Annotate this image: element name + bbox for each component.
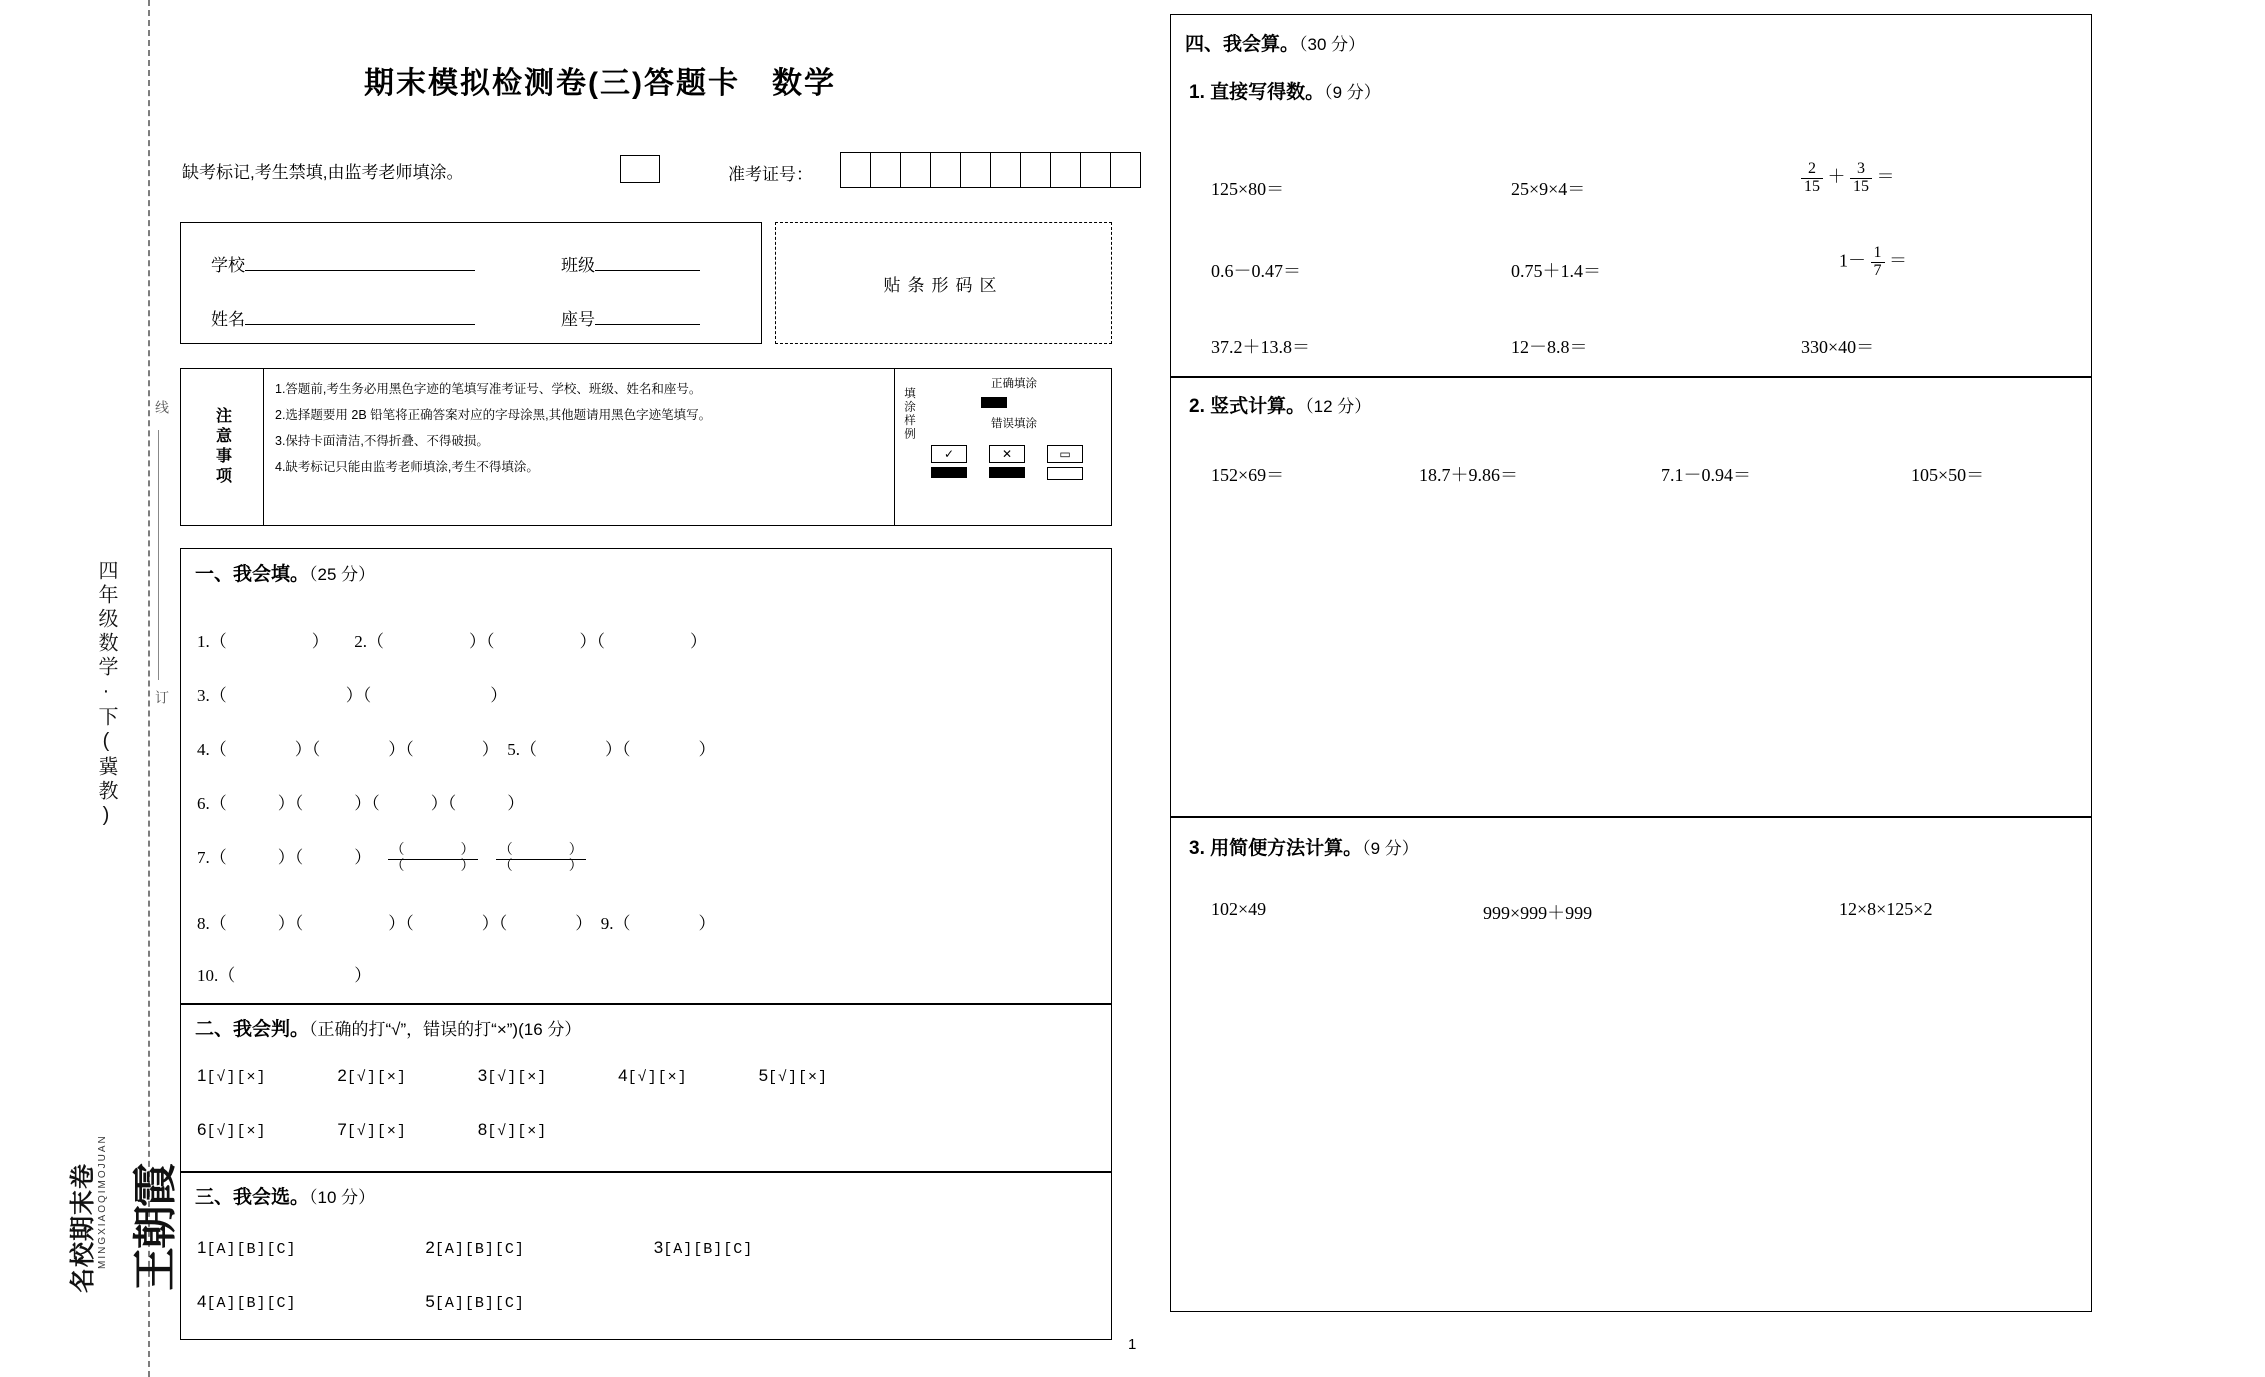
vertical-item-2[interactable]: 18.7＋9.86＝ [1419,465,1518,485]
fill-row-10[interactable]: 10.（ ） [197,966,372,985]
attention-box [180,368,1112,526]
side-fold-line [158,430,159,680]
fill-sample-box [894,369,1111,525]
section-compute-direct [1170,14,2092,378]
check-mark-icon: ✓ [931,445,967,480]
fill-row-7-fraction-1[interactable]: $\frac{( )}{( )}$ [388,844,478,874]
judge-options[interactable]: [√][×] [487,1123,548,1140]
judge-row-1[interactable] [197,1066,828,1086]
choice-number: 1 [197,1238,207,1257]
attention-item: 4.缺考标记只能由监考老师填涂,考生不得填涂。 [275,459,539,474]
school-label: 学校 [211,256,245,275]
fill-row-7-fraction-2[interactable]: $\frac{( )}{( )}$ [496,844,586,874]
judge-number: 3 [477,1066,488,1085]
choice-row-2[interactable] [197,1292,525,1312]
direct-item-7[interactable]: 37.2＋13.8＝ [1211,337,1310,357]
fill-row-6[interactable]: 6.（ ）（ ）（ ）（ ） [197,794,525,813]
name-label: 姓名 [211,310,245,329]
judge-options[interactable]: [√][×] [487,1069,548,1086]
simple-item-2[interactable]: 999×999＋999 [1483,903,1593,923]
logo-pinyin-text: MINGXIAOQIMOJUAN [97,1134,108,1269]
subsection-vertical-title-text: 2. 竖式计算。 [1189,396,1306,417]
admission-cell[interactable] [1051,153,1081,187]
simple-item-1[interactable]: 102×49 [1211,899,1267,919]
side-label-xian: 线 [154,400,170,420]
direct-item-4[interactable]: 0.6－0.47＝ [1211,261,1301,281]
judge-options[interactable]: [√][×] [206,1069,267,1086]
student-info-box [180,222,762,344]
section-judge-points: （正确的打“√”，错误的打“×”)(16 分） [309,1020,582,1039]
section-vertical-calc [1170,376,2092,818]
choice-options[interactable]: [A][B][C] [434,1241,525,1258]
judge-number: 6 [197,1120,207,1139]
fraction-denominator: 15 [1853,177,1869,195]
subsection-direct-points: （9 分） [1324,83,1381,102]
admission-cell[interactable] [871,153,901,187]
correct-fill-label: 正确填涂 [991,378,1037,390]
admission-number-grid[interactable] [840,152,1141,188]
wrong-fill-label: 错误填涂 [991,418,1037,430]
judge-options[interactable]: [√][×] [627,1069,688,1086]
subsection-simple-title-text: 3. 用简便方法计算。 [1189,838,1363,859]
attention-items [275,381,911,485]
fraction-equals: ＝ [1876,166,1895,187]
direct-item-8[interactable]: 12－8.8＝ [1511,337,1588,357]
section-compute-title-text: 四、我会算。 [1185,34,1300,55]
section-choice-points: （10 分） [309,1188,376,1207]
page-number: 1 [1128,1336,1137,1353]
direct-item-6-fraction [1871,245,1885,280]
judge-number: 7 [337,1120,347,1139]
section-choice-title [195,1182,375,1209]
direct-item-9[interactable]: 330×40＝ [1801,337,1875,357]
admission-cell[interactable] [1021,153,1051,187]
admission-cell[interactable] [1111,153,1140,187]
choice-number: 2 [425,1238,435,1257]
section-fill-title-text: 一、我会填。 [195,564,310,585]
section-judge-title-text: 二、我会判。 [195,1019,310,1040]
cross-mark-icon: ✕ [989,445,1025,480]
seat-input-line[interactable] [595,305,700,325]
fraction-numerator: 2 [1801,161,1823,179]
choice-row-1[interactable] [197,1238,753,1258]
seat-field[interactable] [561,305,700,330]
choice-number: 4 [197,1292,207,1311]
admission-cell[interactable] [931,153,961,187]
subsection-direct-title [1189,77,1381,104]
barcode-area-box [775,222,1112,344]
choice-options[interactable]: [A][B][C] [206,1295,297,1312]
admission-cell[interactable] [841,153,871,187]
name-input-line[interactable] [245,305,475,325]
class-field[interactable] [561,251,700,276]
name-field[interactable] [211,305,475,330]
fraction-lead: 1－ [1839,250,1866,271]
attention-vertical-text: 注意事项 [213,407,231,487]
choice-options[interactable]: [A][B][C] [434,1295,525,1312]
subsection-vertical-points: （12 分） [1305,397,1372,416]
fill-row-4[interactable]: 4.（ ）（ ）（ ） 5.（ ）（ ） [197,740,716,759]
section-simple-calc [1170,816,2092,1312]
attention-vertical-label [181,369,264,525]
judge-options[interactable]: [√][×] [346,1069,407,1086]
vertical-item-1[interactable]: 152×69＝ [1211,465,1285,485]
fill-sample-label: 填涂样例 [903,387,915,441]
section-compute-title [1185,29,1365,56]
section-compute-points: （30 分） [1299,35,1366,54]
vertical-item-3[interactable]: 7.1－0.94＝ [1661,465,1751,485]
class-input-line[interactable] [595,251,700,271]
judge-number: 8 [477,1120,488,1139]
direct-item-3-fraction-left [1801,161,1823,196]
judge-options[interactable]: [√][×] [206,1123,267,1140]
direct-item-3[interactable] [1801,161,1895,196]
section-choice-title-text: 三、我会选。 [195,1187,310,1208]
side-label-ding: 订 [154,690,170,710]
correct-fill-mark [981,397,1007,408]
fraction-denominator: 15 [1804,177,1820,195]
judge-number: 1 [197,1066,207,1085]
judge-options[interactable]: [√][×] [768,1069,829,1086]
subsection-direct-title-text: 1. 直接写得数。 [1189,82,1325,103]
school-input-line[interactable] [245,251,475,271]
section-fill-in [180,548,1112,1005]
admission-cell[interactable] [901,153,931,187]
choice-options[interactable]: [A][B][C] [663,1241,754,1258]
page-title: 期末模拟检测卷(三)答题卡 数学 [364,67,836,100]
judge-options[interactable]: [√][×] [346,1123,407,1140]
section-judge [180,1003,1112,1173]
class-label: 班级 [561,256,595,275]
subsection-simple-title [1189,833,1419,860]
hollow-mark-icon: ▭ [1047,445,1083,480]
fraction-equals: ＝ [1889,250,1907,271]
absent-mark-box[interactable] [620,155,660,183]
fill-row-3[interactable]: 3.（ ）（ ） [197,686,508,705]
direct-item-5[interactable]: 0.75＋1.4＝ [1511,261,1601,281]
section-choice [180,1171,1112,1340]
seat-label: 座号 [561,310,595,329]
section-fill-title [195,559,375,586]
subsection-simple-points: （9 分） [1362,839,1419,858]
wrong-fill-icons [931,445,1083,480]
direct-item-3-fraction-right [1850,161,1872,196]
direct-item-2[interactable]: 25×9×4＝ [1511,179,1586,199]
attention-item: 3.保持卡面清洁,不得折叠、不得破损。 [275,433,489,448]
barcode-area-label: 贴条形码区 [883,276,1004,295]
subsection-vertical-title [1189,391,1371,418]
fraction-operator: ＋ [1827,166,1846,187]
fill-row-1[interactable]: 1.（ ） 2.（ ）（ ）（ ） [197,632,707,651]
judge-row-2[interactable] [197,1120,547,1140]
vertical-item-4[interactable]: 105×50＝ [1911,465,1985,485]
side-subject-title: 四年级数学·下(冀教) [95,560,117,830]
judge-number: 2 [337,1066,347,1085]
admission-number-label: 准考证号： [728,165,813,184]
fraction-numerator: 1 [1871,245,1885,263]
direct-item-6[interactable] [1839,245,1907,280]
direct-item-1[interactable]: 125×80＝ [1211,179,1285,199]
fill-row-7[interactable]: 7.（ ）（ ） $\frac{( )}{( )}$ $\frac{( )}{( )}$ [197,843,586,874]
admission-cell[interactable] [1081,153,1111,187]
attention-item: 2.选择题要用 2B 铅笔将正确答案对应的字母涂黑,其他题请用黑色字迹笔填写。 [275,407,712,422]
choice-options[interactable]: [A][B][C] [206,1241,297,1258]
fraction-numerator: 3 [1850,161,1872,179]
logo-chinese-text: 名校期末卷 [69,1162,97,1293]
absent-notice-text: 缺考标记,考生禁填,由监考老师填涂。 [182,163,464,182]
section-fill-points: （25 分） [309,565,376,584]
judge-number: 4 [618,1066,628,1085]
fraction-denominator: 7 [1873,261,1882,279]
admission-cell[interactable] [991,153,1021,187]
school-field[interactable] [211,251,475,276]
choice-number: 5 [425,1292,435,1311]
logo-brand-text: 王朝霞 [131,1165,180,1291]
fill-row-8[interactable]: 8.（ ）（ ）（ ）（ ） 9.（ ） [197,914,716,933]
judge-number: 5 [758,1066,769,1085]
simple-item-3[interactable]: 12×8×125×2 [1839,899,1933,919]
section-judge-title [195,1014,581,1041]
choice-number: 3 [653,1238,664,1257]
admission-cell[interactable] [961,153,991,187]
attention-item: 1.答题前,考生务必用黑色字迹的笔填写准考证号、学校、班级、姓名和座号。 [275,382,702,396]
